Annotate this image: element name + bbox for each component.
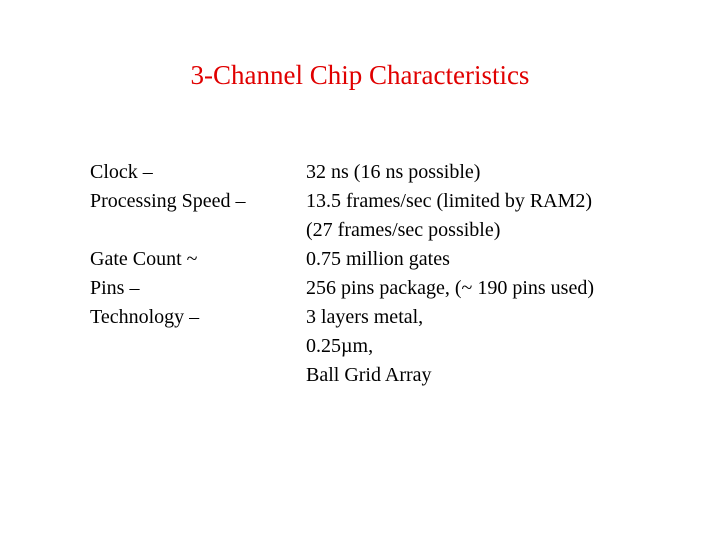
spec-labels [90, 158, 300, 332]
slide-title: 3-Channel Chip Characteristics [190, 60, 530, 90]
value-technology-process: 0.25µm, [306, 335, 374, 357]
label-processing-speed: Processing Speed – [90, 190, 246, 212]
label-technology: Technology – [90, 306, 200, 328]
value-technology-metal: 3 layers metal, [306, 306, 424, 328]
value-clock: 32 ns (16 ns possible) [306, 161, 481, 183]
value-processing-speed-possible: (27 frames/sec possible) [306, 219, 501, 241]
label-spacer [90, 216, 300, 245]
value-technology-package: Ball Grid Array [306, 364, 432, 386]
label-clock: Clock – [90, 161, 153, 183]
spec-values [306, 158, 706, 390]
value-gate-count: 0.75 million gates [306, 248, 450, 270]
value-pins: 256 pins package, (~ 190 pins used) [306, 277, 594, 299]
value-processing-speed: 13.5 frames/sec (limited by RAM2) [306, 190, 593, 212]
label-gate-count: Gate Count ~ [90, 248, 198, 270]
label-pins: Pins – [90, 277, 140, 299]
